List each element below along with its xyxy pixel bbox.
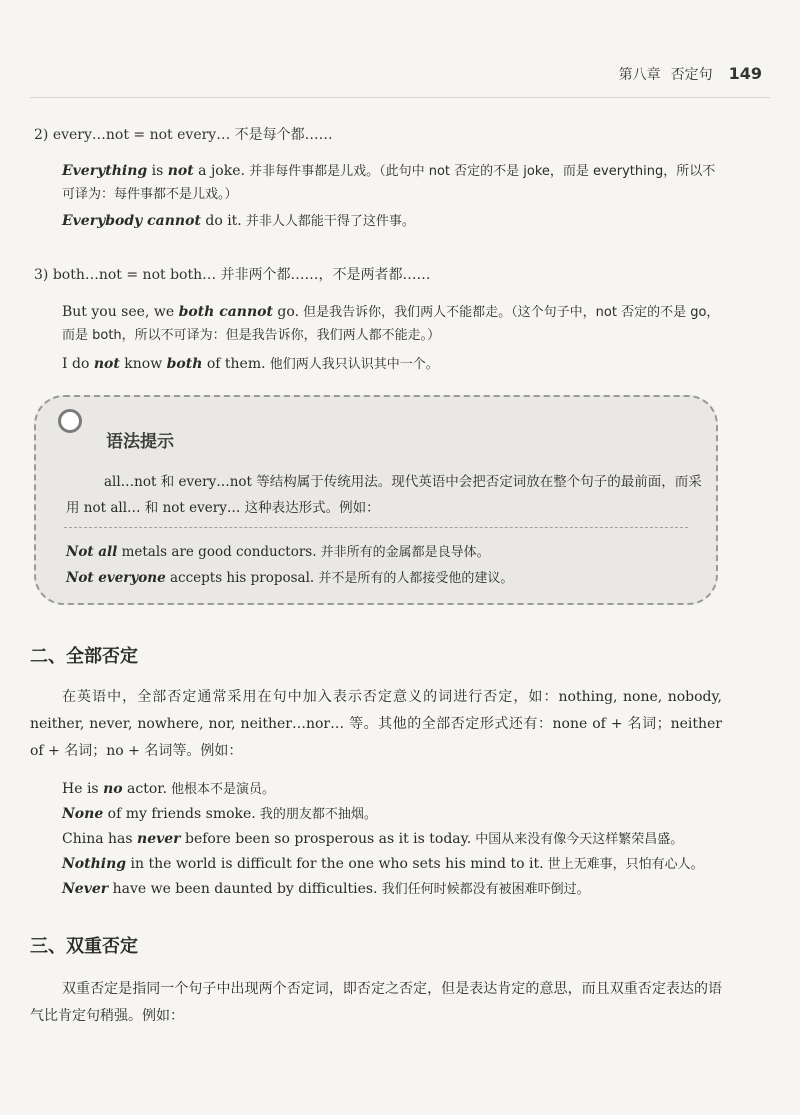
- list-item: [62, 853, 742, 872]
- double-negation-paragraph: 双重否定是指同一个句子中出现两个否定词，即否定之否定，但是表达肯定的意思，而且双重否定表达的语气比肯定句稍强。例如：: [30, 981, 722, 1024]
- example-text: metals are good conductors.: [117, 544, 317, 560]
- translation: 世上无难事，只怕有心人。: [543, 857, 704, 872]
- keyword: both: [166, 356, 203, 372]
- keyword: None: [62, 806, 104, 822]
- keyword: Nothing: [62, 856, 127, 872]
- keyword: not: [93, 356, 120, 372]
- example-text: But you see, we: [62, 304, 179, 320]
- list-item: [62, 828, 742, 847]
- chapter-label: 第八章: [618, 67, 661, 83]
- lightbulb-icon: [58, 409, 82, 433]
- example-text: accepts his proposal.: [165, 570, 315, 586]
- translation: 我们任何时候都没有被困难吓倒过。: [377, 882, 590, 897]
- example-text: in the world is difficult for the one who sets his mind to it.: [126, 856, 544, 872]
- keyword: Everything: [62, 163, 148, 179]
- example-text: go.: [272, 304, 300, 320]
- section-title-total-negation: 二、全部否定: [30, 646, 138, 667]
- example-text: of my friends smoke.: [103, 806, 256, 822]
- item-2-example-1: [62, 160, 722, 206]
- translation: 他根本不是演员。: [166, 782, 276, 797]
- grammar-tip-box: [34, 395, 718, 605]
- example-text: actor.: [122, 781, 167, 797]
- running-header: [619, 64, 762, 84]
- list-item: [62, 803, 742, 822]
- example-text: I do: [62, 356, 94, 372]
- translation: 我的朋友都不抽烟。: [255, 807, 377, 822]
- section-title-double-negation: 三、双重否定: [30, 936, 138, 957]
- translation: 他们两人我只认识其中一个。: [265, 357, 439, 372]
- item-3-title: 3) both…not = not both… 并非两个都……，不是两者都……: [34, 267, 431, 283]
- example-text: of them.: [202, 356, 266, 372]
- tip-divider: [64, 527, 688, 528]
- grammar-tip-title: 语法提示: [106, 432, 174, 452]
- example-text: have we been daunted by difficulties.: [108, 881, 378, 897]
- translation: 并非人人都能干得了这件事。: [241, 214, 415, 229]
- keyword: both cannot: [178, 304, 273, 320]
- example-text: before been so prosperous as it is today.: [180, 831, 472, 847]
- list-item: [62, 778, 742, 797]
- example-text: China has: [62, 831, 138, 847]
- grammar-tip-text: all…not 和 every…not 等结构属于传统用法。现代英语中会把否定词放在整个句子的最前面，而采用 not all… 和 not every… 这种表达形式。例如：: [66, 474, 702, 516]
- tip-example-1: [66, 541, 706, 560]
- keyword: no: [103, 781, 123, 797]
- translation: 并不是所有的人都接受他的建议。: [314, 571, 514, 586]
- total-negation-paragraph: 在英语中，全部否定通常采用在句中加入表示否定意义的词进行否定，如：nothing, none, nobody, neither, never, nowhere, nor, neither…nor… 等。其他的全部否定形式还有：none of + 名词；neither of + 名词；no + 名词等。例如：: [30, 689, 722, 759]
- tip-example-2: [66, 567, 706, 586]
- example-text: do it.: [200, 213, 242, 229]
- keyword: never: [137, 831, 181, 847]
- item-3-example-1: [62, 301, 722, 347]
- list-item: [62, 878, 742, 897]
- example-text: a joke.: [193, 163, 245, 179]
- item-2-title: 2) every…not = not every… 不是每个都……: [34, 127, 333, 143]
- example-text: know: [119, 356, 167, 372]
- page-number: 149: [728, 64, 762, 83]
- item-3-example-2: [62, 353, 722, 376]
- translation: 中国从来没有像今天这样繁荣昌盛。: [471, 832, 684, 847]
- header-rule: [30, 97, 770, 98]
- item-2-example-2: [62, 210, 722, 233]
- keyword: Not all: [66, 544, 118, 560]
- keyword: Not everyone: [66, 570, 166, 586]
- translation: 并非所有的金属都是良导体。: [316, 545, 490, 560]
- keyword: Never: [62, 881, 109, 897]
- chapter-title: 否定句: [670, 67, 713, 83]
- example-text: is: [147, 163, 168, 179]
- keyword: Everybody cannot: [62, 213, 201, 229]
- translation: 并非每件事都是儿戏。（此句中 not 否定的不是 joke，而是 everything，所以不可译为：每件事都不是儿戏。）: [62, 164, 716, 202]
- translation: 但是我告诉你，我们两人不能都走。（这个句子中，not 否定的不是 go，而是 both，所以不可译为：但是我告诉你，我们两人都不能走。）: [62, 305, 720, 343]
- keyword: not: [167, 163, 194, 179]
- example-text: He is: [62, 781, 104, 797]
